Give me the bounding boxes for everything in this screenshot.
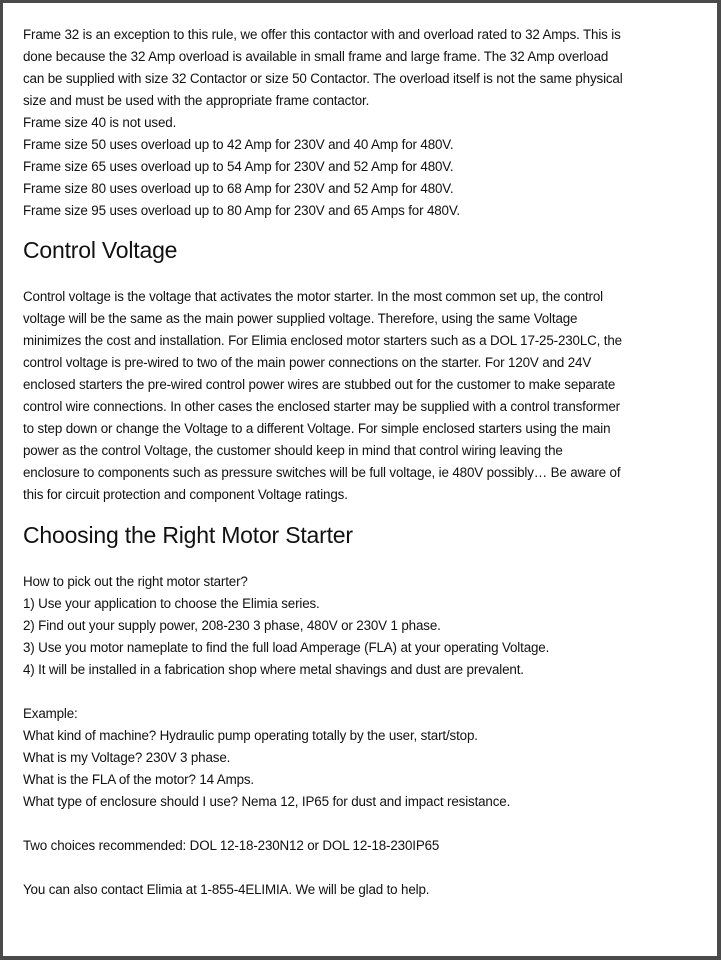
- contact-line: You can also contact Elimia at 1-855-4ELIMIA. We will be glad to help.: [23, 882, 430, 897]
- frame-size-item: Frame size 40 is not used.: [23, 115, 177, 130]
- text-line: done because the 32 Amp overload is available in small frame and large frame. The 32 Amp overload: [23, 49, 609, 64]
- example-label: Example:: [23, 706, 78, 721]
- text-line: power as the control Voltage, the customer should keep in mind that control wiring leaving the: [23, 443, 563, 458]
- recommendation-line: Two choices recommended: DOL 12-18-230N12 or DOL 12-18-230IP65: [23, 838, 440, 853]
- text-line: to step down or change the Voltage to a different Voltage. For simple enclosed starters using the main: [23, 421, 611, 436]
- text-line: enclosure to components such as pressure switches will be full voltage, ie 480V possibly… Be aware of: [23, 465, 621, 480]
- text-line: control wire connections. In other cases the enclosed starter may be supplied with a control transformer: [23, 399, 620, 414]
- heading-choosing-motor-starter: Choosing the Right Motor Starter: [23, 522, 353, 548]
- step-item: 2) Find out your supply power, 208-230 3 phase, 480V or 230V 1 phase.: [23, 618, 441, 633]
- text-line: enclosed starters the pre-wired control power wires are stubbed out for the customer to make separate: [23, 377, 616, 392]
- heading-control-voltage: Control Voltage: [23, 237, 178, 263]
- step-item: 3) Use you motor nameplate to find the full load Amperage (FLA) at your operating Voltage.: [23, 640, 550, 655]
- frame-size-item: Frame size 50 uses overload up to 42 Amp for 230V and 40 Amp for 480V.: [23, 137, 454, 152]
- text-line: this for circuit protection and component Voltage ratings.: [23, 487, 348, 502]
- text-line: Frame 32 is an exception to this rule, we offer this contactor with and overload rated to 32 Amps. This is: [23, 27, 621, 42]
- text-line: minimizes the cost and installation. For Elimia enclosed motor starters such as a DOL 17-25-230LC, the: [23, 333, 622, 348]
- frame-size-item: Frame size 65 uses overload up to 54 Amp for 230V and 52 Amp for 480V.: [23, 159, 454, 174]
- frame-size-item: Frame size 95 uses overload up to 80 Amp for 230V and 65 Amps for 480V.: [23, 203, 460, 218]
- text-line: control voltage is pre-wired to two of the main power connections on the starter. For 120V and 24V: [23, 355, 592, 370]
- example-line: What is my Voltage? 230V 3 phase.: [23, 750, 231, 765]
- example-block: [23, 703, 703, 813]
- document-content: [23, 24, 703, 901]
- control-voltage-paragraph: [23, 286, 703, 506]
- text-line: voltage will be the same as the main power supplied voltage. Therefore, using the same Voltage: [23, 311, 578, 326]
- example-line: What type of enclosure should I use? Nema 12, IP65 for dust and impact resistance.: [23, 794, 511, 809]
- frame-size-item: Frame size 80 uses overload up to 68 Amp for 230V and 52 Amp for 480V.: [23, 181, 454, 196]
- step-item: 4) It will be installed in a fabrication shop where metal shavings and dust are prevalent.: [23, 662, 524, 677]
- text-line: can be supplied with size 32 Contactor or size 50 Contactor. The overload itself is not the same physical: [23, 71, 623, 86]
- intro-paragraph: [23, 24, 703, 112]
- example-line: What is the FLA of the motor? 14 Amps.: [23, 772, 254, 787]
- frame-size-list: [23, 112, 703, 222]
- question-line: How to pick out the right motor starter?: [23, 574, 248, 589]
- example-line: What kind of machine? Hydraulic pump operating totally by the user, start/stop.: [23, 728, 478, 743]
- text-line: Control voltage is the voltage that activates the motor starter. In the most common set up, the control: [23, 289, 603, 304]
- text-line: size and must be used with the appropriate frame contactor.: [23, 93, 370, 108]
- choosing-steps: [23, 571, 703, 681]
- step-item: 1) Use your application to choose the Elimia series.: [23, 596, 320, 611]
